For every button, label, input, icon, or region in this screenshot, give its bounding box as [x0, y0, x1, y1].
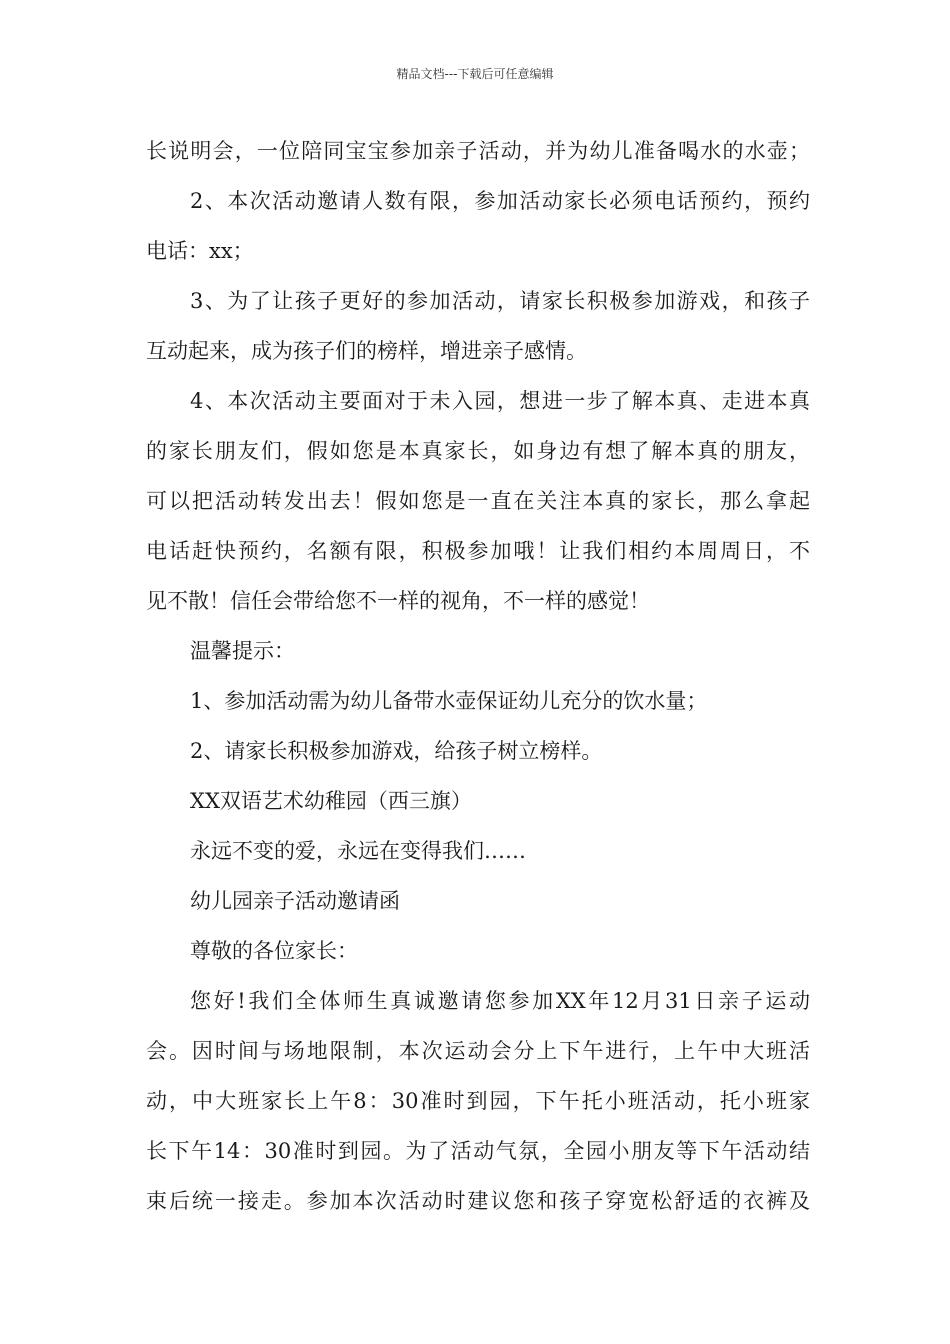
paragraph-line: 2、本次活动邀请人数有限，参加活动家长必须电话预约，预约	[190, 189, 810, 213]
paragraph-line: 永远不变的爱，永远在变得我们……	[190, 839, 526, 863]
paragraph-line: 的家长朋友们，假如您是本真家长，如身边有想了解本真的朋友，	[146, 439, 810, 463]
paragraph-line: 长下午14：30准时到园。为了活动气氛，全园小朋友等下午活动结	[146, 1139, 810, 1163]
paragraph-line: 幼儿园亲子活动邀请函	[190, 889, 400, 913]
paragraph-line: 可以把活动转发出去！假如您是一直在关注本真的家长，那么拿起	[146, 489, 810, 513]
paragraph-line: 1、参加活动需为幼儿备带水壶保证幼儿充分的饮水量；	[190, 689, 708, 713]
paragraph-line: 尊敬的各位家长：	[190, 939, 358, 963]
paragraph-line: XX双语艺术幼稚园（西三旗）	[190, 789, 472, 813]
paragraph-line: 2、请家长积极参加游戏，给孩子树立榜样。	[190, 739, 603, 763]
paragraph-line: 见不散！信任会带给您不一样的视角，不一样的感觉！	[146, 589, 650, 613]
paragraph-line: 动，中大班家长上午8：30准时到园，下午托小班活动，托小班家	[146, 1089, 810, 1113]
paragraph-line: 束后统一接走。参加本次活动时建议您和孩子穿宽松舒适的衣裤及	[146, 1189, 810, 1213]
paragraph-line: 4、本次活动主要面对于未入园，想进一步了解本真、走进本真	[190, 389, 810, 413]
page-header: 精品文档---下载后可任意编辑	[396, 67, 554, 81]
paragraph-line: 您好!我们全体师生真诚邀请您参加XX年12月31日亲子运动	[190, 989, 810, 1013]
paragraph-line: 电话赶快预约，名额有限，积极参加哦！让我们相约本周周日，不	[146, 539, 810, 563]
paragraph-line: 会。因时间与场地限制，本次运动会分上下午进行，上午中大班活	[146, 1039, 810, 1063]
paragraph-line: 长说明会，一位陪同宝宝参加亲子活动，并为幼儿准备喝水的水壶；	[146, 139, 810, 163]
paragraph-line: 温馨提示：	[190, 639, 295, 663]
document-body	[146, 126, 810, 1226]
paragraph-line: 3、为了让孩子更好的参加活动，请家长积极参加游戏，和孩子	[190, 289, 810, 313]
paragraph-line: 电话：xx；	[146, 239, 254, 263]
paragraph-line: 互动起来，成为孩子们的榜样，增进亲子感情。	[146, 339, 587, 363]
